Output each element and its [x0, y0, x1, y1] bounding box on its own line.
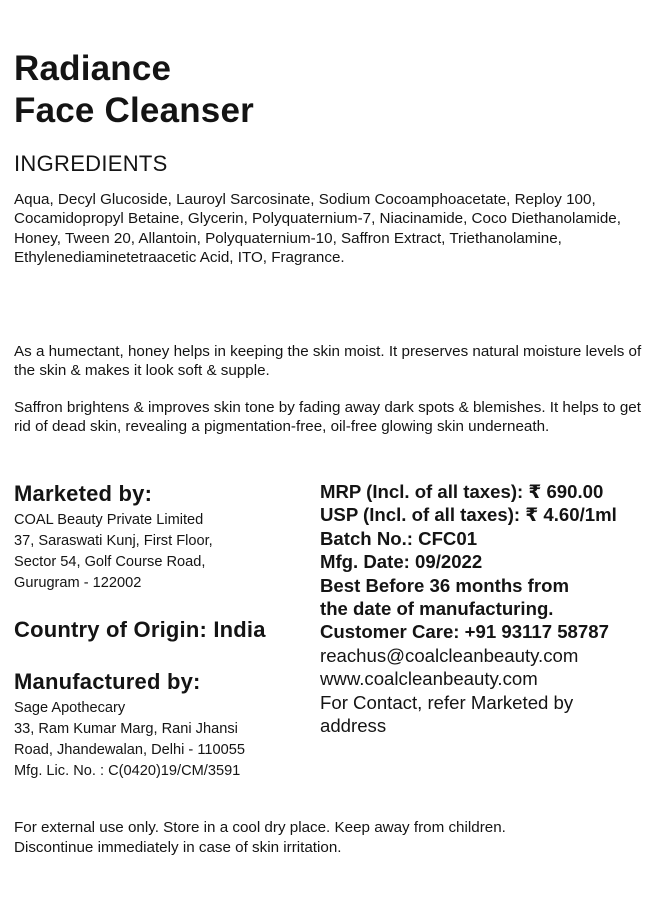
- contact-note-line-2: address: [320, 715, 387, 737]
- marketed-by-heading: Marketed by:: [14, 481, 153, 506]
- batch-number: Batch No.: CFC01: [320, 527, 478, 549]
- marketer-address: [14, 510, 304, 594]
- manufacturer-address-line: 33, Ram Kumar Marg, Rani Jhansi: [14, 721, 238, 737]
- right-info-column: [320, 480, 655, 737]
- left-info-column: [14, 480, 304, 782]
- mfg-date: Mfg. Date: 09/2022: [320, 551, 483, 573]
- marketer-name: COAL Beauty Private Limited: [14, 512, 204, 528]
- product-title-line-1: Radiance: [14, 49, 172, 88]
- usage-warning-line-2: Discontinue immediately in case of skin irritation.: [14, 838, 342, 856]
- product-title-line-2: Face Cleanser: [14, 91, 254, 130]
- ingredients-list: Aqua, Decyl Glucoside, Lauroyl Sarcosinate, Sodium Cocoamphoacetate, Reploy 100, Cocamidopropyl Betaine, Glycerin, Polyquaternium-7, Niacinamide, Coco Diethanolamide, Honey, Tween 20, Allantoin, Polyquaternium-10, Saffron Extract, Triethanolamine, Ethylenediaminetetraacetic Acid, ITO, Fragrance.: [14, 191, 621, 267]
- marketer-address-line: 37, Saraswati Kunj, First Floor,: [14, 533, 213, 549]
- manufacturer-address-line: Road, Jhandewalan, Delhi - 110055: [14, 742, 245, 758]
- website-url: www.coalcleanbeauty.com: [320, 668, 538, 690]
- usage-warning-line-1: For external use only. Store in a cool dry place. Keep away from children.: [14, 819, 506, 836]
- manufacturer-address: [14, 698, 304, 782]
- best-before-line-2: the date of manufacturing.: [320, 598, 554, 620]
- manufacturer-name: Sage Apothecary: [14, 700, 126, 716]
- manufactured-by-heading: Manufactured by:: [14, 669, 201, 694]
- contact-email: reachus@coalcleanbeauty.com: [320, 644, 579, 666]
- customer-care: Customer Care: +91 93117 58787: [320, 621, 609, 643]
- manufacturing-license: Mfg. Lic. No. : C(0420)19/CM/3591: [14, 763, 241, 779]
- contact-note-line-1: For Contact, refer Marketed by: [320, 691, 574, 713]
- mrp-price: MRP (Incl. of all taxes): ₹ 690.00: [320, 481, 604, 502]
- product-title: [14, 48, 254, 132]
- usp-price: USP (Incl. of all taxes): ₹ 4.60/1ml: [320, 504, 617, 526]
- honey-benefit-text: As a humectant, honey helps in keeping the skin moist. It preserves natural moisture levels of the skin & makes it look soft & supple.: [14, 343, 642, 380]
- marketer-address-line: Gurugram - 122002: [14, 575, 142, 591]
- best-before-line-1: Best Before 36 months from: [320, 574, 570, 596]
- usage-warning: [14, 818, 644, 857]
- ingredients-heading: INGREDIENTS: [14, 151, 168, 176]
- saffron-benefit-text: Saffron brightens & improves skin tone by fading away dark spots & blemishes. It helps to get rid of dead skin, revealing a pigmentation-free, oil-free glowing skin underneath.: [14, 399, 641, 436]
- country-of-origin: Country of Origin: India: [14, 617, 266, 642]
- marketer-address-line: Sector 54, Golf Course Road,: [14, 554, 206, 570]
